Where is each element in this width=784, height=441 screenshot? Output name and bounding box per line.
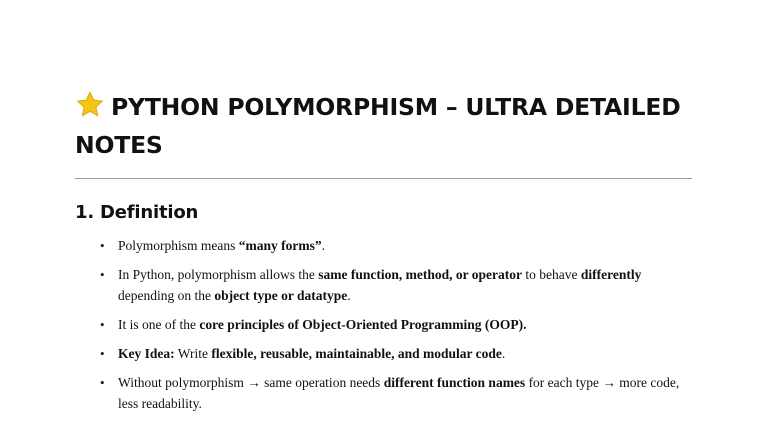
bullet-icon: • [100, 375, 105, 390]
star-icon [75, 90, 105, 120]
bold-text: flexible, reusable, maintainable, and modular code [211, 346, 502, 361]
bullet-icon: • [100, 346, 105, 361]
bold-text: core principles of Object-Oriented Programming (OOP). [199, 317, 527, 332]
bullet-icon: • [100, 238, 105, 253]
text-run: . [321, 238, 325, 253]
text-run: . [347, 288, 351, 303]
page-title-text: PYTHON POLYMORPHISM – ULTRA DETAILED NOTES [75, 93, 681, 159]
page-title [75, 88, 705, 164]
text-run: more code, less readability. [118, 375, 680, 411]
bullet-icon: • [100, 317, 105, 332]
text-run: Polymorphism means [118, 238, 239, 253]
text-run: Without polymorphism [118, 375, 248, 390]
list-item [100, 372, 700, 414]
bold-text: different function names [383, 375, 526, 390]
definition-list [100, 235, 700, 422]
text-run: It is one of the [118, 317, 200, 332]
text-run: same operation needs [260, 375, 384, 390]
arrow-icon: → [602, 375, 616, 390]
section-heading: 1. Definition [75, 202, 199, 223]
list-item [100, 343, 700, 364]
bullet-icon: • [100, 267, 105, 282]
arrow-icon: → [247, 375, 261, 390]
bold-text: differently [580, 267, 642, 282]
text-run: . [501, 346, 506, 361]
bold-text: object type or datatype [214, 288, 348, 303]
text-run: for each type [525, 375, 603, 390]
bold-text: “many forms” [238, 238, 322, 253]
text-run: Write [174, 346, 212, 361]
bold-text: Key Idea: [118, 346, 175, 361]
horizontal-divider [75, 178, 692, 179]
bold-text: same function, method, or operator [318, 267, 522, 282]
page-header [75, 88, 705, 164]
list-item [100, 235, 700, 256]
text-run: depending on the [118, 288, 215, 303]
text-run: to behave [521, 267, 581, 282]
list-item [100, 264, 700, 306]
list-item [100, 314, 700, 335]
text-run: In Python, polymorphism allows the [118, 267, 319, 282]
